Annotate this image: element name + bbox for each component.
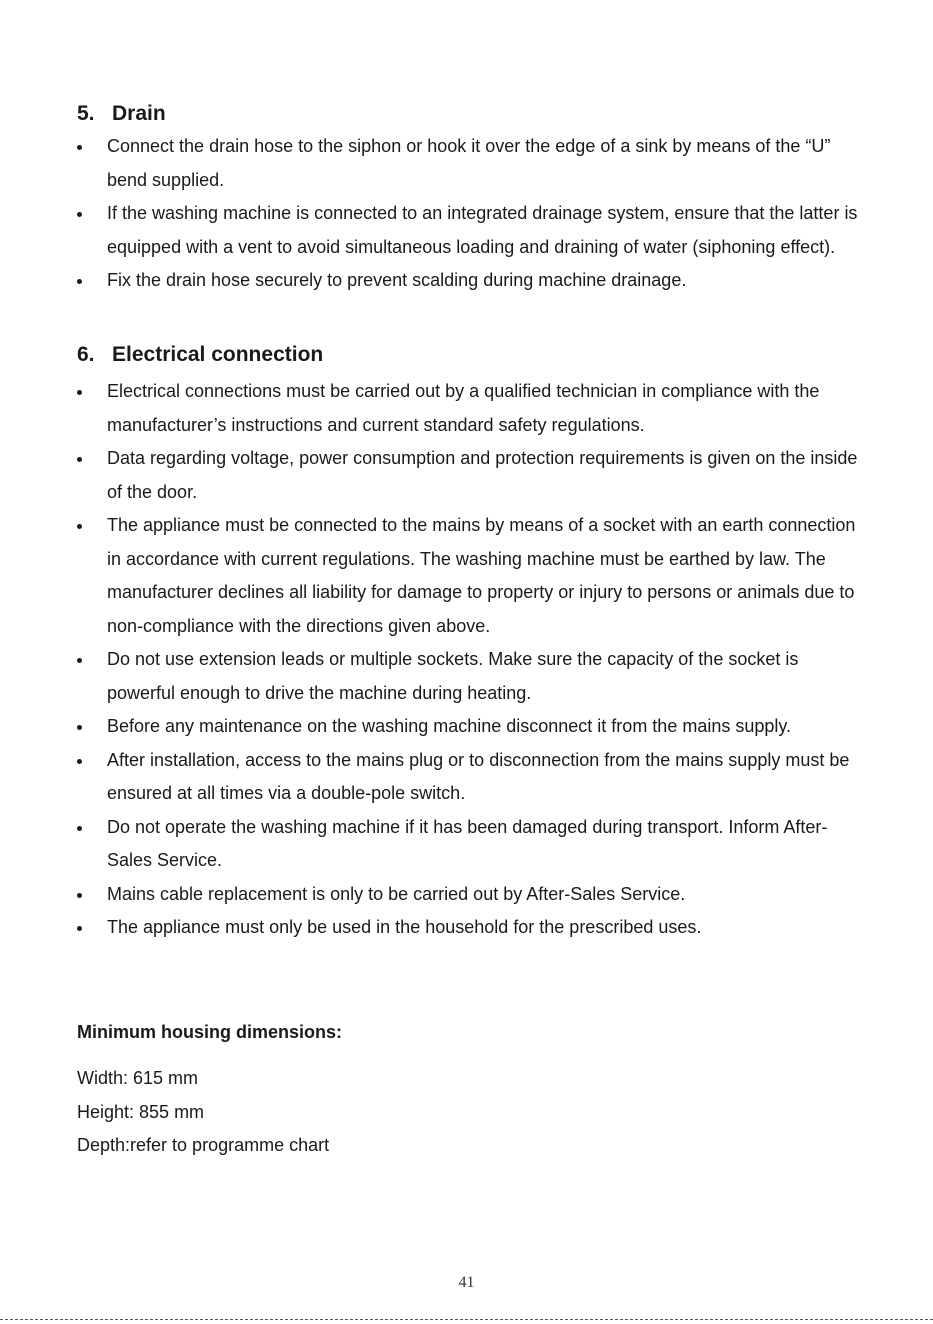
electrical-bullet-list xyxy=(77,375,867,945)
list-item xyxy=(77,442,867,509)
bullet-text: Do not use extension leads or multiple sockets. Make sure the capacity of the socket is powerful enough to drive the machine during heating. xyxy=(107,649,799,703)
list-item xyxy=(77,811,867,878)
list-item xyxy=(77,264,867,298)
bullet-text: If the washing machine is connected to an integrated drainage system, ensure that the latter is equipped with a vent to avoid simultaneous loading and draining of water (siphoning effect). xyxy=(107,203,858,257)
list-item xyxy=(77,197,867,264)
housing-dimensions-heading: Minimum housing dimensions: xyxy=(77,1022,342,1042)
list-item xyxy=(77,509,867,643)
housing-depth: Depth:refer to programme chart xyxy=(77,1135,330,1155)
bullet-text: Electrical connections must be carried out by a qualified technician in compliance with the manufacturer’s instructions and current standard safety regulations. xyxy=(107,381,820,435)
bullet-text: The appliance must only be used in the household for the prescribed uses. xyxy=(107,917,702,937)
section-title: Drain xyxy=(112,102,166,125)
list-item xyxy=(77,744,867,811)
bullet-text: Before any maintenance on the washing machine disconnect it from the mains supply. xyxy=(107,716,792,736)
housing-dimensions-list xyxy=(77,1062,329,1163)
bullet-text: Mains cable replacement is only to be carried out by After-Sales Service. xyxy=(107,883,686,904)
section-number: 6. xyxy=(77,343,95,366)
list-item xyxy=(77,911,867,945)
bullet-text: After installation, access to the mains plug or to disconnection from the mains supply must be ensured at all times via a double-pole switch. xyxy=(107,749,850,803)
list-item xyxy=(77,878,867,912)
drain-bullet-list xyxy=(77,130,867,298)
section-heading-drain xyxy=(77,102,166,126)
list-item xyxy=(77,710,867,744)
section-title: Electrical connection xyxy=(112,343,324,366)
bullet-text: Data regarding voltage, power consumption and protection requirements is given on the inside of the door. xyxy=(107,448,858,502)
section-heading-electrical xyxy=(77,343,323,367)
list-item xyxy=(77,130,867,197)
housing-width: Width: 615 mm xyxy=(77,1068,199,1088)
page-number: 41 xyxy=(458,1274,475,1291)
housing-height: Height: 855 mm xyxy=(77,1101,205,1122)
bullet-text: Fix the drain hose securely to prevent scalding during machine drainage. xyxy=(107,270,687,290)
list-item xyxy=(77,643,867,710)
bullet-text: Connect the drain hose to the siphon or hook it over the edge of a sink by means of the “U” bend supplied. xyxy=(107,136,831,190)
footer-divider xyxy=(0,1319,933,1320)
bullet-text: The appliance must be connected to the mains by means of a socket with an earth connection in accordance with current regulations. The washing machine must be earthed by law. The manufacturer declines all liability for damage to property or injury to persons or animals due to non-compliance with the directions given above. xyxy=(107,515,856,636)
list-item xyxy=(77,375,867,442)
bullet-text: Do not operate the washing machine if it has been damaged during transport. Inform After-Sales Service. xyxy=(107,816,828,870)
section-number: 5. xyxy=(77,102,95,125)
